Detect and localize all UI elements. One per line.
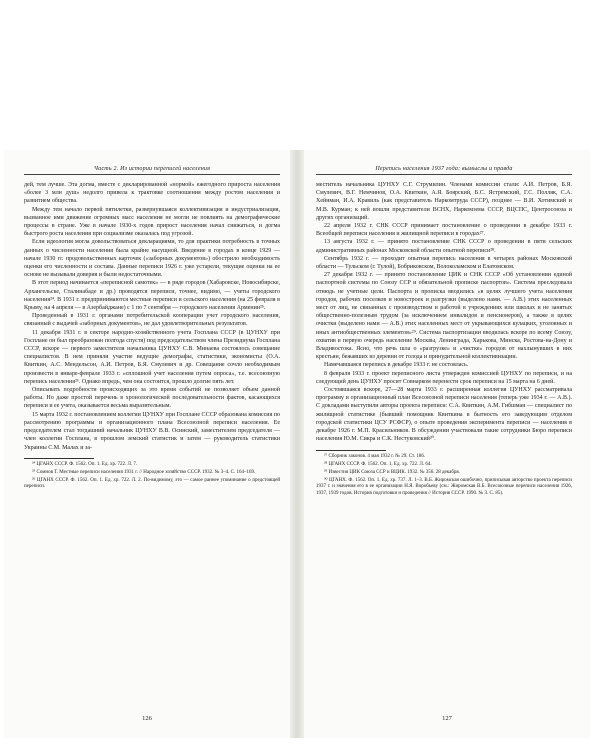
paragraph: В этот период начинается «переписной самотек» — в ряде городов (Хабаровске, Новосибирске, Архангельске, Сталинабаде и др.) проводятся переписи, точнее, видимо, — учеты городского населения²⁴. В 1931 г. предпринимаются местные переписи и сельского населения (на 25 февраля в Крыму, на 4 апреля — в Азербайджане) с 1 по 7 сентября — городского населения Армении²⁵. <box>24 280 280 312</box>
right-page-number: 127 <box>442 715 452 722</box>
paragraph: 8 февраля 1933 г. проект переписного листа утвержден комиссией ЦУНХУ по переписи, и на следующий день ЦУНХУ просит Совнарком перенести срок переписи на 15 марта на 6 дней. <box>316 370 572 385</box>
paragraph: Сентябрь 1932 г. — проходит опытная перепись населения в четырех районах Московской области — Тульском (г. Тулой), Бобриковском, Волоколамском и Елатомском. <box>316 255 572 271</box>
left-page <box>4 150 290 738</box>
left-footnotes <box>24 462 280 491</box>
footnote-divider <box>24 458 94 459</box>
footnote: ³⁰ ЦГАНХ. Ф. 1562. Оп. 1. Ед. хр. 737. Л. 1–3. В.Б. Жиромская ошибочно, приписывая авторство проекта переписи 1937 г. и значения его в ее организации Н.Я. Воробьеву (см.: Жиромская В.Б. Всесоюзные переписи населения 1926, 1937, 1939 годов. История подготовки и проведения // История СССР. 1990. № 3. С. 85). <box>316 477 572 496</box>
book-gutter <box>290 150 304 738</box>
footnote: ²⁹ Известия ЦИК Союза ССР и ВЦИК. 1932. № 356. 28 декабря. <box>324 469 460 475</box>
paragraph: Описывать подробности происходящих за это время событий не позволяет объем данной работы. Но даже простой перечень в хронологической последовательности фактов, касающихся переписи и ее учета, оказывается весьма выразительным. <box>24 387 280 410</box>
left-running-head: Часть 2. Из истории переписей населения <box>24 166 280 175</box>
paragraph: Намечавшаяся перепись в декабре 1933 г. не состоялась. <box>324 362 469 369</box>
paragraph: Проведенный в 1931 г. органами потребительской кооперации учет городского населения, связанный с выдачей «заборных документов», не дал удовлетворительных результатов. <box>24 313 280 328</box>
left-page-number: 126 <box>142 715 152 722</box>
footnote: ²⁴ ЦГАНХ СССР. Ф. 1562. Оп. 1. Ед. хр. 722. Л. 7. <box>32 461 138 467</box>
footnote-divider <box>316 450 386 451</box>
footnote: ²⁶ ЦГАНХ СССР. Ф. 1562. Оп. 1. Ед. хр. 722. Л. 2. По-видимому, это — самое раннее упоминание о предстоящей переписи. <box>24 477 280 490</box>
paragraph: 27 декабря 1932 г. — принято постановление ЦИК и СНК СССР «Об установлении единой паспортной системы по Союзу ССР и обязательной прописке паспортов». Система преследовала отнюдь не учетные цели. Паспорта и прописка вводились «в целях лучшего учета населения городов, рабочих поселков и новостроек и разгрузки (выделено нами. — А.В.) этих населенных мест от лиц, не связанных с производством и работой в учреждениях или школах и не занятых общественно-полезным трудом (за исключением инвалидов и пенсионеров), а также в целях очистки (выделено нами — А.В.) этих населенных мест от укрывающихся кулацких, уголовных и иных антиобщественных элементов»²⁹. Система паспортизации вводилась вскоре по всему Союзу, охватив в первую очередь население Москвы, Ленинграда, Харькова, Минска, Ростова-на-Дону и Владивостока. Ясно, что речь шла о «разгрузке» и «чистке» городов от нахлынувших в них крестьян, бежавших из деревни от голода и принудительной коллективизации. <box>316 272 572 361</box>
right-page <box>304 150 590 738</box>
right-footnotes <box>316 454 572 498</box>
right-running-head: Перепись населения 1937 года: вымыслы и правда <box>316 166 572 175</box>
paragraph: 15 марта 1932 г. постановлением коллегии ЦУНХУ при Госплане СССР образована комиссия по рассмотрению программы и организационного плана Всесоюзной переписи населения. Ее председателем стал тогдашний начальник ЦУНХУ В.В. Осинский, заместителем председателя — член коллегии Госплана, в прошлом земский статистик и затем — руководитель статистики Украины С.М. Малах и за- <box>24 411 280 451</box>
paragraph: Если идеология могла довольствоваться декларациями, то для практики потребность в точных данных о численности населения была крайне насущной. Введение в городах в конце 1929 — начале 1930 гг. продовольственных карточек («заборных документов») обострило необходимость оценки его численности и состава. Данные переписи 1926 г. уже устарели, текущие оценки на ее основе не вызывали доверия и были недостаточными. <box>24 239 280 279</box>
right-body-text <box>316 181 572 444</box>
footnote: ²⁸ ЦГАНХ СССР. Ф. 1562. Оп. 1. Ед. хр. 722. Л. 64. <box>324 461 432 467</box>
paragraph: 13 августа 1932 г. — принято постановление СНК СССР о проведении в пяти сельских административных районах Московской области опытной переписи²⁸. <box>316 239 572 254</box>
paragraph: Состоявшаяся вскоре, 27—28 марта 1933 г. расширенная коллегия ЦУНХУ рассматривала программу и организационный план Всесоюзной переписи населения (теперь уже 1934 г. — А.В.). С докладами выступили авторы проекта переписи: С.А. Квиткин, А.М. Гибшман — специалист по жилищной статистике (бывший помощник Квиткина в бытность его заведующим отделом городской статистики ЦСУ РСФСР), о опыте проведения эксперимента переписи — населения в декабре 1926 г. М.П. Красильников. В обсуждении участвовали такие сотрудники Бюро переписи населения Ю.М. Сикра и С.К. Нестуковский³⁰. <box>316 387 572 443</box>
paragraph: 22 апреля 1932 г. СНК СССР принимает постановление о проведении в декабре 1933 г. Всеобщей переписи населения и жилищной переписи в городах²⁷. <box>316 223 572 238</box>
paragraph: меститель начальника ЦУНХУ С.Г. Струмилин. Членами комиссии стали: А.И. Петров, Б.Я. Смулевич, В.Г. Немчинов, О.А. Квиткин, А.Я. Боярский, Б.С. Ястремский, Г.С. Полляк, С.А. Хейнман, И.А. Кравиль (как представитель Наркомтруда СССР), позднее — В.И. Хотимский и М.В. Курман; к ней вошли представители ВСНХ, Наркомзема СССР, ВЦСПС, Центросоюза и других организаций. <box>316 182 572 221</box>
paragraph: дей, тем лучше. Эта догма, вместе с декларированной «нормой» ежегодного прироста населения «более 3 млн душ» недолго привела к трактовке соотношения между ростом населения и развитием общества. <box>24 182 280 205</box>
paragraph: 11 декабря 1931 г. в секторе народно-хозяйственного учета Госплана СССР (в ЦУНХУ при Госплане он был преобразован полгода спустя) под председательством члена Президиума Госплана СССР, вскоре — первого заместителя начальника ЦУНХУ С.В. Минаева состоялось совещание специалистов. В нем приняли участие ведущие демографы, статистики, экономисты (О.А. Квиткин, А.С. Мендельсон, А.И. Петров, Б.Я. Смулевич и др. Совещание сочло необходимым произвести в январе-феврале 1933 г. «сплошной учет населения путем опроса», т.е. всесоюзную перепись населения²⁶. Однако впредь, чем она состоится, прошло долгие пять лет. <box>24 329 280 385</box>
left-body-text <box>24 181 280 452</box>
footnote: ²⁵ Сомнов Т. Местные переписи населения 1931 г. // Народное хозяйство СССР. 1932. № 3–4. С. 164–169. <box>32 469 256 475</box>
paragraph: Между тем начало первой пятилетки, развернувшаяся коллективизация и индустриализация, вызванное ими движение огромных масс населения не могли не повлиять на демографические процессы в стране. Уже в начале 1930-х годов прирост населения начал снижаться, и догма быстрого роста населения при социализме оказалась под угрозой. <box>24 206 280 238</box>
footnote: ²⁷ Сборник законов. 4 мая 1932 г. № 29. Ст. 186. <box>324 453 426 459</box>
